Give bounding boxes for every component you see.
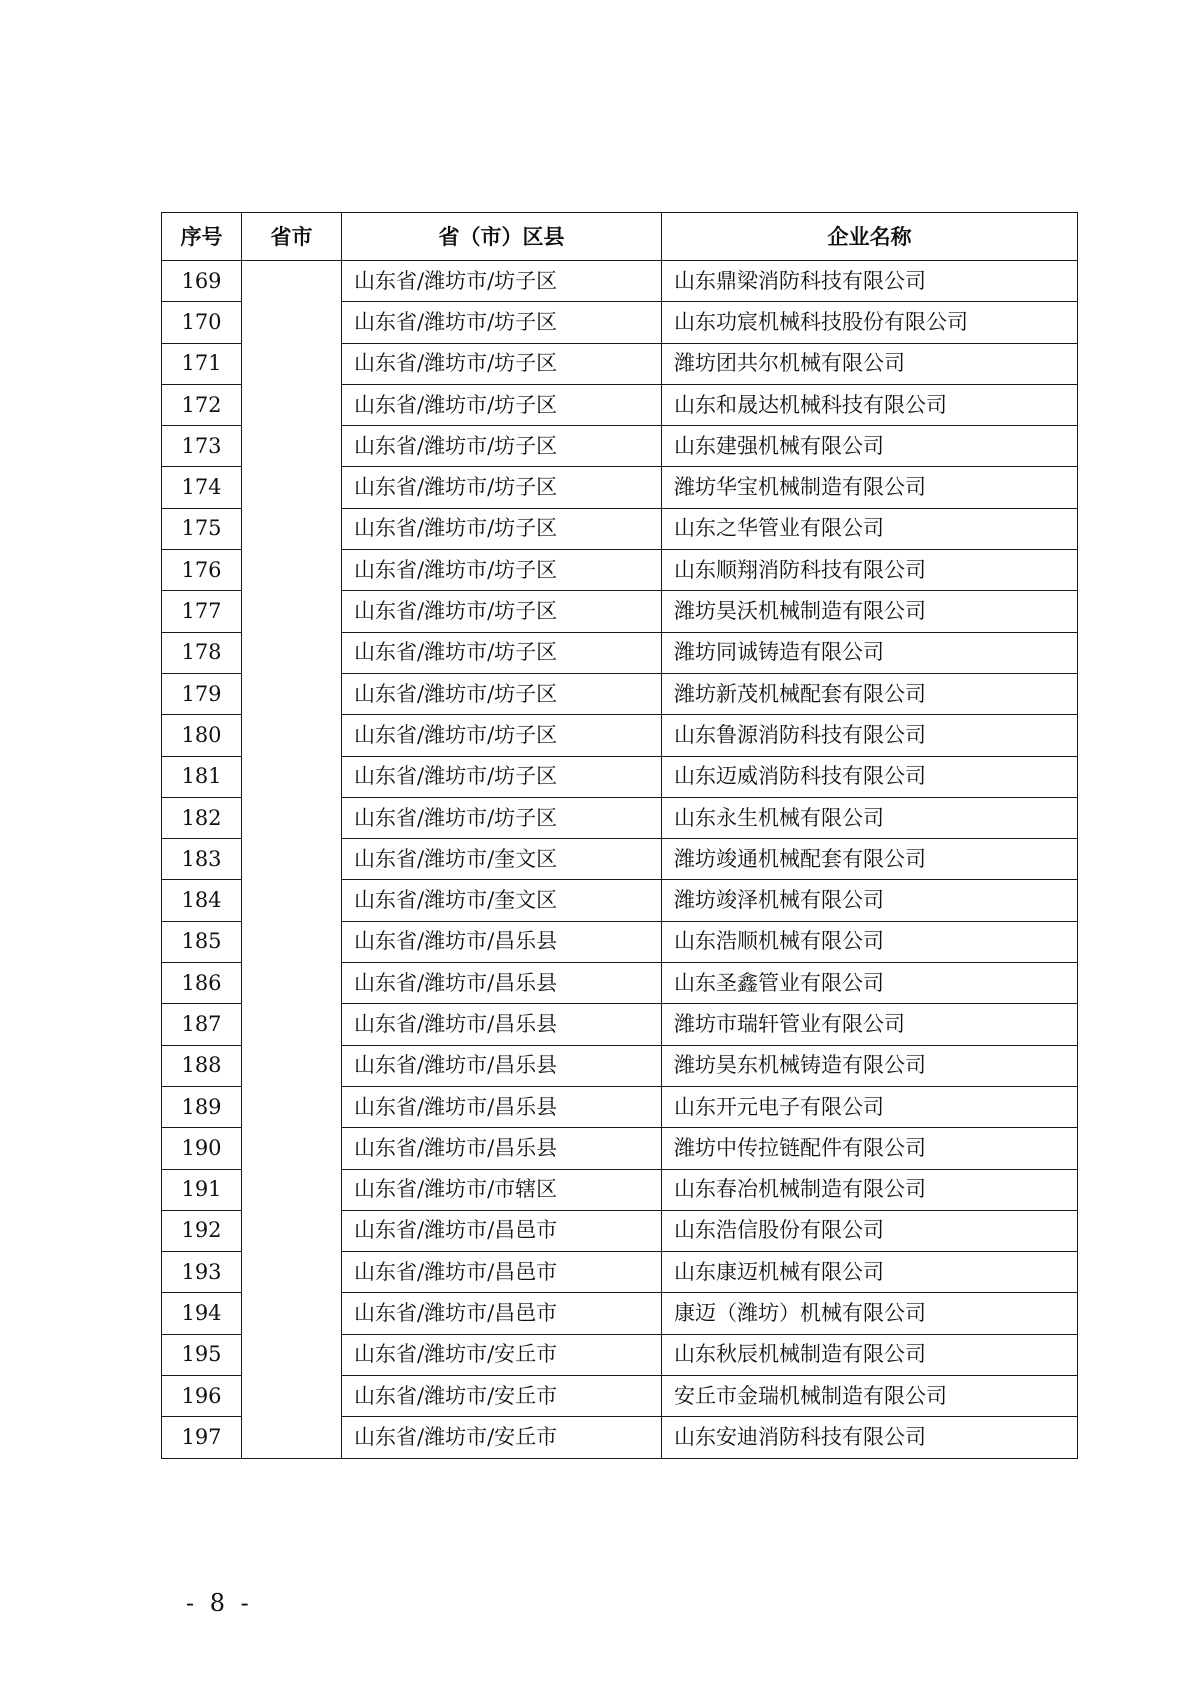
row-index: 174 — [162, 467, 242, 508]
row-index: 185 — [162, 921, 242, 962]
row-company: 潍坊昊沃机械制造有限公司 — [662, 591, 1078, 632]
row-company: 潍坊竣泽机械有限公司 — [662, 880, 1078, 921]
row-index: 191 — [162, 1169, 242, 1210]
row-company: 潍坊新茂机械配套有限公司 — [662, 673, 1078, 714]
row-index: 182 — [162, 797, 242, 838]
row-region: 山东省/潍坊市/奎文区 — [342, 880, 662, 921]
row-company: 山东浩信股份有限公司 — [662, 1210, 1078, 1251]
row-region: 山东省/潍坊市/昌乐县 — [342, 1045, 662, 1086]
row-company: 潍坊华宝机械制造有限公司 — [662, 467, 1078, 508]
row-region: 山东省/潍坊市/坊子区 — [342, 384, 662, 425]
row-index: 189 — [162, 1086, 242, 1127]
row-region: 山东省/潍坊市/安丘市 — [342, 1417, 662, 1458]
row-index: 192 — [162, 1210, 242, 1251]
row-index: 197 — [162, 1417, 242, 1458]
row-index: 183 — [162, 839, 242, 880]
header-company: 企业名称 — [662, 213, 1078, 261]
row-index: 180 — [162, 715, 242, 756]
table-header — [162, 213, 1078, 261]
row-region: 山东省/潍坊市/坊子区 — [342, 632, 662, 673]
header-row — [162, 213, 1078, 261]
row-region: 山东省/潍坊市/昌邑市 — [342, 1210, 662, 1251]
row-index: 184 — [162, 880, 242, 921]
row-company: 潍坊昊东机械铸造有限公司 — [662, 1045, 1078, 1086]
row-region: 山东省/潍坊市/奎文区 — [342, 839, 662, 880]
row-company: 山东顺翔消防科技有限公司 — [662, 550, 1078, 591]
row-index: 176 — [162, 550, 242, 591]
row-index: 196 — [162, 1376, 242, 1417]
header-province-city: 省市 — [242, 213, 342, 261]
row-company: 山东鼎梁消防科技有限公司 — [662, 261, 1078, 302]
row-company: 山东春冶机械制造有限公司 — [662, 1169, 1078, 1210]
row-region: 山东省/潍坊市/坊子区 — [342, 467, 662, 508]
row-index: 186 — [162, 963, 242, 1004]
row-index: 171 — [162, 343, 242, 384]
row-company: 山东永生机械有限公司 — [662, 797, 1078, 838]
page-number: - 8 - — [186, 1589, 253, 1617]
row-index: 193 — [162, 1252, 242, 1293]
row-company: 山东康迈机械有限公司 — [662, 1252, 1078, 1293]
row-index: 194 — [162, 1293, 242, 1334]
row-company: 潍坊市瑞轩管业有限公司 — [662, 1004, 1078, 1045]
row-region: 山东省/潍坊市/坊子区 — [342, 673, 662, 714]
row-index: 169 — [162, 261, 242, 302]
row-region: 山东省/潍坊市/昌乐县 — [342, 1086, 662, 1127]
row-region: 山东省/潍坊市/昌乐县 — [342, 1004, 662, 1045]
row-company: 山东开元电子有限公司 — [662, 1086, 1078, 1127]
row-region: 山东省/潍坊市/安丘市 — [342, 1334, 662, 1375]
row-company: 潍坊同诚铸造有限公司 — [662, 632, 1078, 673]
row-index: 170 — [162, 302, 242, 343]
row-region: 山东省/潍坊市/坊子区 — [342, 302, 662, 343]
row-index: 188 — [162, 1045, 242, 1086]
row-index: 195 — [162, 1334, 242, 1375]
row-region: 山东省/潍坊市/坊子区 — [342, 756, 662, 797]
table-body — [162, 261, 1078, 1459]
row-region: 山东省/潍坊市/坊子区 — [342, 797, 662, 838]
row-region: 山东省/潍坊市/坊子区 — [342, 550, 662, 591]
table-row — [162, 261, 1078, 302]
row-index: 177 — [162, 591, 242, 632]
row-company: 康迈（潍坊）机械有限公司 — [662, 1293, 1078, 1334]
row-index: 173 — [162, 426, 242, 467]
row-region: 山东省/潍坊市/昌邑市 — [342, 1293, 662, 1334]
header-index: 序号 — [162, 213, 242, 261]
row-index: 181 — [162, 756, 242, 797]
row-company: 山东建强机械有限公司 — [662, 426, 1078, 467]
row-region: 山东省/潍坊市/坊子区 — [342, 715, 662, 756]
row-region: 山东省/潍坊市/昌乐县 — [342, 921, 662, 962]
row-index: 172 — [162, 384, 242, 425]
row-company: 山东秋辰机械制造有限公司 — [662, 1334, 1078, 1375]
row-index: 179 — [162, 673, 242, 714]
row-region: 山东省/潍坊市/昌乐县 — [342, 1128, 662, 1169]
enterprise-table — [161, 212, 1078, 1459]
row-index: 190 — [162, 1128, 242, 1169]
row-index: 187 — [162, 1004, 242, 1045]
row-company: 山东圣鑫管业有限公司 — [662, 963, 1078, 1004]
row-company: 安丘市金瑞机械制造有限公司 — [662, 1376, 1078, 1417]
row-company: 山东鲁源消防科技有限公司 — [662, 715, 1078, 756]
row-region: 山东省/潍坊市/坊子区 — [342, 343, 662, 384]
row-company: 潍坊团共尔机械有限公司 — [662, 343, 1078, 384]
row-region: 山东省/潍坊市/坊子区 — [342, 591, 662, 632]
row-region: 山东省/潍坊市/坊子区 — [342, 508, 662, 549]
row-region: 山东省/潍坊市/市辖区 — [342, 1169, 662, 1210]
row-region: 山东省/潍坊市/昌乐县 — [342, 963, 662, 1004]
row-region: 山东省/潍坊市/坊子区 — [342, 261, 662, 302]
row-region: 山东省/潍坊市/坊子区 — [342, 426, 662, 467]
row-company: 山东和晟达机械科技有限公司 — [662, 384, 1078, 425]
row-company: 山东之华管业有限公司 — [662, 508, 1078, 549]
row-company: 潍坊竣通机械配套有限公司 — [662, 839, 1078, 880]
row-company: 山东安迪消防科技有限公司 — [662, 1417, 1078, 1458]
row-company: 山东功宸机械科技股份有限公司 — [662, 302, 1078, 343]
row-company: 山东浩顺机械有限公司 — [662, 921, 1078, 962]
row-region: 山东省/潍坊市/昌邑市 — [342, 1252, 662, 1293]
row-company: 潍坊中传拉链配件有限公司 — [662, 1128, 1078, 1169]
header-region: 省（市）区县 — [342, 213, 662, 261]
row-region: 山东省/潍坊市/安丘市 — [342, 1376, 662, 1417]
province-city-merged-cell — [242, 261, 342, 1459]
row-company: 山东迈威消防科技有限公司 — [662, 756, 1078, 797]
row-index: 175 — [162, 508, 242, 549]
row-index: 178 — [162, 632, 242, 673]
